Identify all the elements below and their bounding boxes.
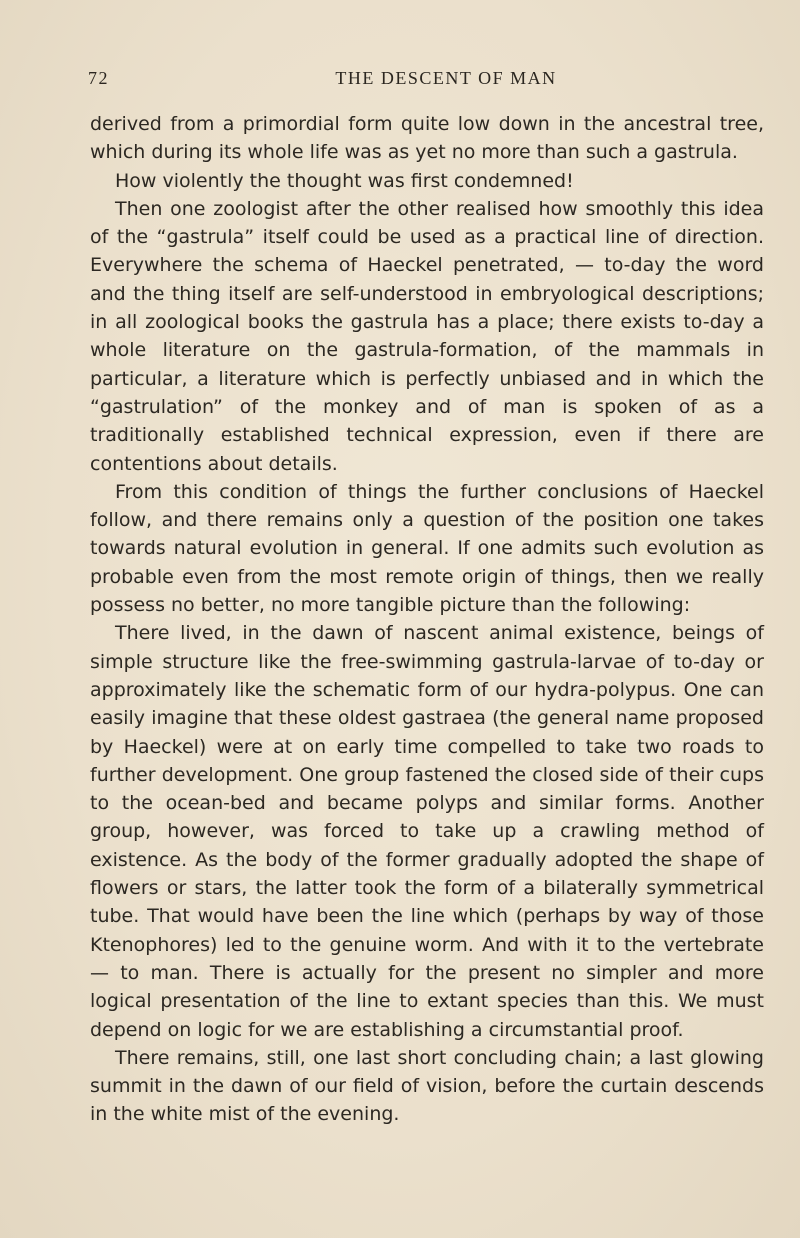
paragraph: There remains, still, one last short concluding chain; a last glowing summit in the dawn of our field of vision, before the curtain descends in the white mist of the evening. [90, 1046, 764, 1126]
paragraph: Then one zoologist after the other realised how smoothly this idea of the “gastrula” itself could be used as a practical line of direction. Everywhere the schema of Haeckel penetrated, — to-day the word and the thing itself are self-understood in embryological descriptions; in all zoological books the gastrula has a place; there exists to-day a whole literature on the gastrula-formation, of the mammals in particular, a literature which is perfectly unbiased and in which the “gastrulation” of the monkey and of man is spoken of as a traditionally established technical expression, even if there are contentions about details. [90, 197, 764, 475]
paragraph-continued: derived from a primordial form quite low down in the ancestral tree, which during its whole life was as yet no more than such a gastrula. [90, 113, 764, 164]
page-header-title: THE DESCENT OF MAN [335, 68, 557, 88]
paragraph: How violently the thought was first condemned! [115, 169, 574, 192]
paragraph: There lived, in the dawn of nascent animal existence, beings of simple structure like the free-swimming gastrula-larvae of to-day or approximately like the schematic form of our hydra-polypus. One can easily imagine that these oldest gastraea (the general name proposed by Haeckel) were at on early time compelled to take two roads to further development. One group fastened the closed side of their cups to the ocean-bed and became polyps and similar forms. Another group, however, was forced to take up a crawling method of existence. As the body of the former gradually adopted the shape of flowers or stars, the latter took the form of a bilaterally symmetrical tube. That would have been the line which (perhaps by way of those Ktenophores) led to the genuine worm. And with it to the vertebrate — to man. There is actually for the present no simpler and more logical presentation of the line to extant species than this. We must depend on logic for we are establishing a circumstantial proof. [90, 622, 764, 1041]
running-head [88, 68, 764, 98]
page-number: 72 [88, 68, 109, 88]
body-text [90, 110, 764, 1129]
paragraph: From this condition of things the further conclusions of Haeckel follow, and there remains only a question of the position one takes towards natural evolution in general. If one admits such evolution as probable even from the most remote origin of things, then we really possess no better, no more tangible picture than the following: [90, 480, 764, 617]
